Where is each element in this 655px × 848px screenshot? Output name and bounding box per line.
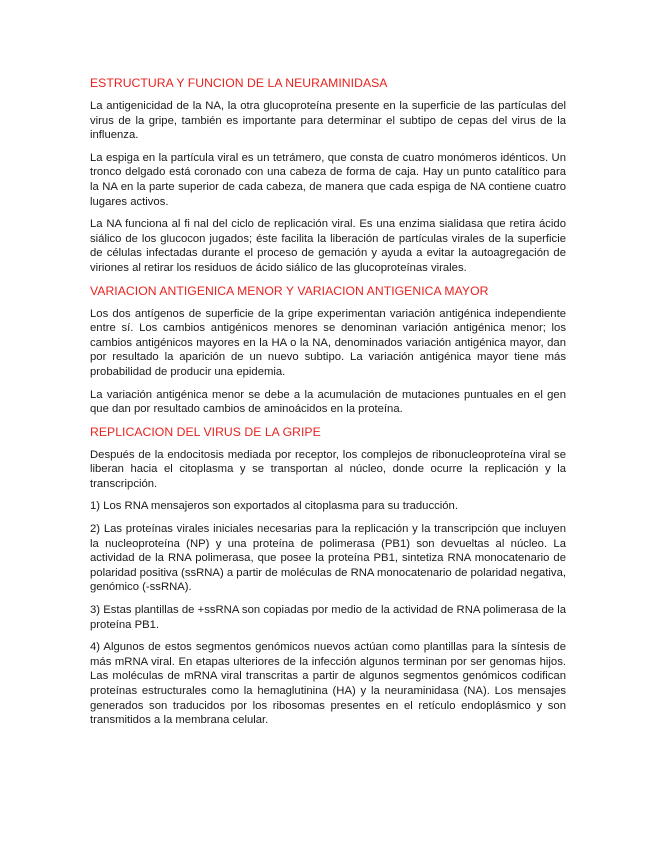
paragraph: La variación antigénica menor se debe a la acumulación de mutaciones puntuales en el gen que dan por resultado cambios de aminoácidos en la proteína.: [90, 388, 566, 416]
document-page: [90, 76, 566, 736]
list-item-paragraph: 3) Estas plantillas de +ssRNA son copiadas por medio de la actividad de RNA polimerasa de la proteína PB1.: [90, 604, 566, 631]
list-item-paragraph: 4) Algunos de estos segmentos genómicos nuevos actúan como plantillas para la síntesis de más mRNA viral. En etapas ulteriores de la infección algunos terminan por ser genomas hijos. Las moléculas de mRNA viral transcritas a partir de algunos segmentos genómicos codifican proteínas estructurales como la hemaglutinina (HA) y la neuraminidasa (NA). Los mensajes generados son traducidos por los ribosomas presentes en el retículo endoplásmico y son transmitidos a la membrana celular.: [90, 641, 566, 727]
paragraph: Los dos antígenos de superficie de la gripe experimentan variación antigénica independiente entre sí. Los cambios antigénicos menores se denominan variación antigénica menor; los cambios antigénicos mayores en la HA o la NA, denominados variación antigénica mayor, dan por resultado la aparición de un nuevo subtipo. La variación antigénica mayor tiene más probabilidad de producir una epidemia.: [90, 307, 566, 378]
list-item-paragraph: 2) Las proteínas virales iniciales necesarias para la replicación y la transcripción que incluyen la nucleoproteína (NP) y una proteína de polimerasa (PB1) son devueltas al núcleo. La actividad de la RNA polimerasa, que posee la proteína PB1, sintetiza RNA monocatenario de polaridad positiva (ssRNA) a partir de moléculas de RNA monocatenario de polaridad negativa, genómico (-ssRNA).: [90, 523, 566, 594]
paragraph: Después de la endocitosis mediada por receptor, los complejos de ribonucleoproteína viral se liberan hacia el citoplasma y se transportan al núcleo, donde ocurre la replicación y la transcripción.: [90, 448, 566, 490]
paragraph: La antigenicidad de la NA, la otra glucoproteína presente en la superficie de las partículas del virus de la gripe, también es importante para determinar el subtipo de cepas del virus de la influenza.: [90, 100, 566, 142]
section-heading-replicacion: REPLICACION DEL VIRUS DE LA GRIPE: [90, 424, 321, 439]
list-item-paragraph: 1) Los RNA mensajeros son exportados al citoplasma para su traducción.: [90, 500, 458, 513]
paragraph: La espiga en la partícula viral es un tetrámero, que consta de cuatro monómeros idénticos. Un tronco delgado está coronado con una cabeza de forma de caja. Hay un punto catalítico para la NA en la parte superior de cada cabeza, de manera que cada espiga de NA contiene cuatro lugares activos.: [90, 151, 566, 208]
paragraph: La NA funciona al fi nal del ciclo de replicación viral. Es una enzima sialidasa que retira ácido siálico de los glucocon jugados; éste facilita la liberación de partículas virales de la superficie de células infectadas durante el proceso de gemación y ayuda a evitar la autoagregación de viriones al retirar los residuos de ácido siálico de las glucoproteínas virales.: [90, 218, 566, 274]
section-heading-variacion-antigenica: VARIACION ANTIGENICA MENOR Y VARIACION ANTIGENICA MAYOR: [90, 283, 489, 298]
section-heading-neuraminidasa: ESTRUCTURA Y FUNCION DE LA NEURAMINIDASA: [90, 76, 388, 90]
